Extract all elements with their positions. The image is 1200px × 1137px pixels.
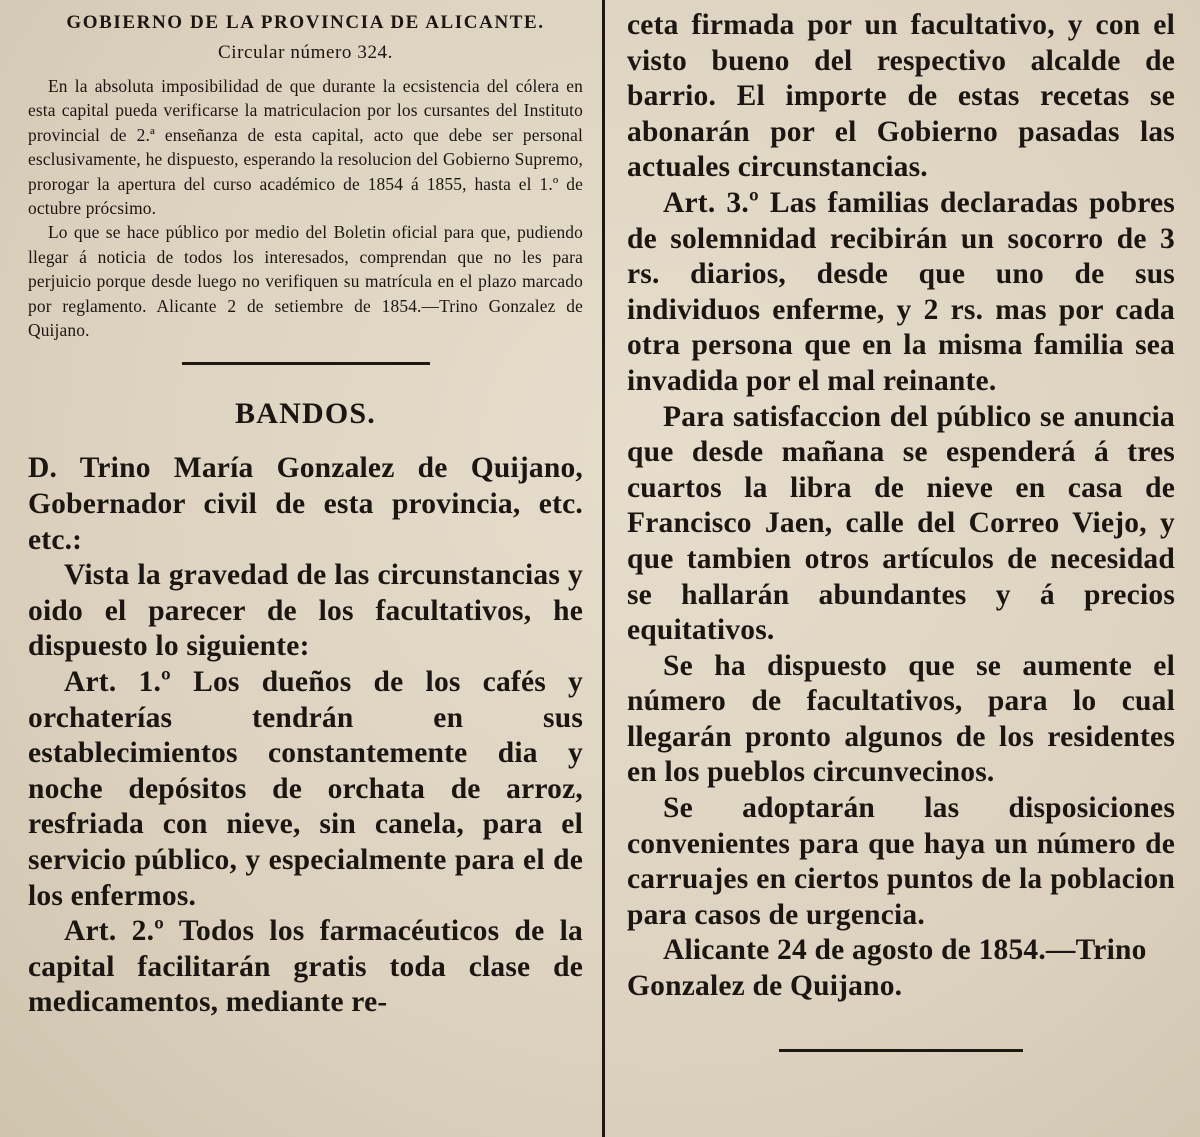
- left-column: [28, 8, 583, 1021]
- right-column: [627, 8, 1175, 1052]
- bando-intro: D. Trino María Gonzalez de Quijano, Gobernador civil de esta provincia, etc. etc.:: [28, 452, 583, 556]
- bando-article-1: Art. 1.º Los dueños de los cafés y orchaterías tendrán en sus establecimientos constantemente dia y noche depósitos de orchata de arroz, resfriada con nieve, sin canela, para el servicio público, y especialmente para el de los enfermos.: [28, 666, 583, 912]
- bandos-title: BANDOS.: [235, 397, 376, 431]
- signature: Alicante 24 de agosto de 1854.—Trino Gonzalez de Quijano.: [627, 934, 1147, 1003]
- end-divider: [779, 1049, 1023, 1052]
- section-divider: [182, 362, 430, 365]
- bando-paragraph: Se ha dispuesto que se aumente el número de facultativos, para lo cual llegarán pronto algunos de los residentes en los pueblos circunvecinos.: [627, 649, 1175, 789]
- bando-paragraph: Vista la gravedad de las circunstancias y oido el parecer de los facultativos, he dispuesto lo siguiente:: [28, 559, 583, 663]
- bando-article-3: Art. 3.º Las familias declaradas pobres de solemnidad recibirán un socorro de 3 rs. diarios, desde que uno de sus individuos enferme, y 2 rs. mas por cada otra persona que en la misma familia sea invadida por el mal reinante.: [627, 186, 1175, 397]
- government-header: GOBIERNO DE LA PROVINCIA DE ALICANTE.: [66, 12, 545, 33]
- circular-title: Circular número 324.: [217, 42, 394, 63]
- circular-paragraph: En la absoluta imposibilidad de que durante la ecsistencia del cólera en esta capital pueda verificarse la matriculacion por los cursantes del Instituto provincial de 2.ª enseñanza de esta capital, acto que debe ser personal esclusivamente, he dispuesto, esperando la resolucion del Gobierno Supremo, prorogar la apertura del curso académico de 1854 á 1855, hasta el 1.º de octubre prócsimo.: [28, 76, 583, 219]
- bando-article-2: Art. 2.º Todos los farmacéuticos de la capital facilitarán gratis toda clase de medicamentos, mediante re-: [28, 915, 583, 1019]
- bando-paragraph: Para satisfaccion del público se anuncia que desde mañana se espenderá á tres cuartos la libra de nieve en casa de Francisco Jaen, calle del Correo Viejo, y que tambien otros artículos de necesidad se hallarán abundantes y á precios equitativos.: [627, 400, 1175, 647]
- circular-paragraph: Lo que se hace público por medio del Boletin oficial para que, pudiendo llegar á noticia de todos los interesados, comprendan que no les para perjuicio porque desde luego no verifiquen su matrícula en el plazo marcado por reglamento. Alicante 2 de setiembre de 1854.—Trino Gonzalez de Quijano.: [28, 222, 583, 341]
- bando-paragraph: Se adoptarán las disposiciones convenientes para que haya un número de carruajes en ciertos puntos de la poblacion para casos de urgencia.: [627, 792, 1175, 931]
- column-divider: [602, 0, 605, 1137]
- article-2-continuation: ceta firmada por un facultativo, y con el visto bueno del respectivo alcalde de barrio. El importe de estas recetas se abonarán por el Gobierno pasadas las actuales circunstancias.: [627, 9, 1175, 184]
